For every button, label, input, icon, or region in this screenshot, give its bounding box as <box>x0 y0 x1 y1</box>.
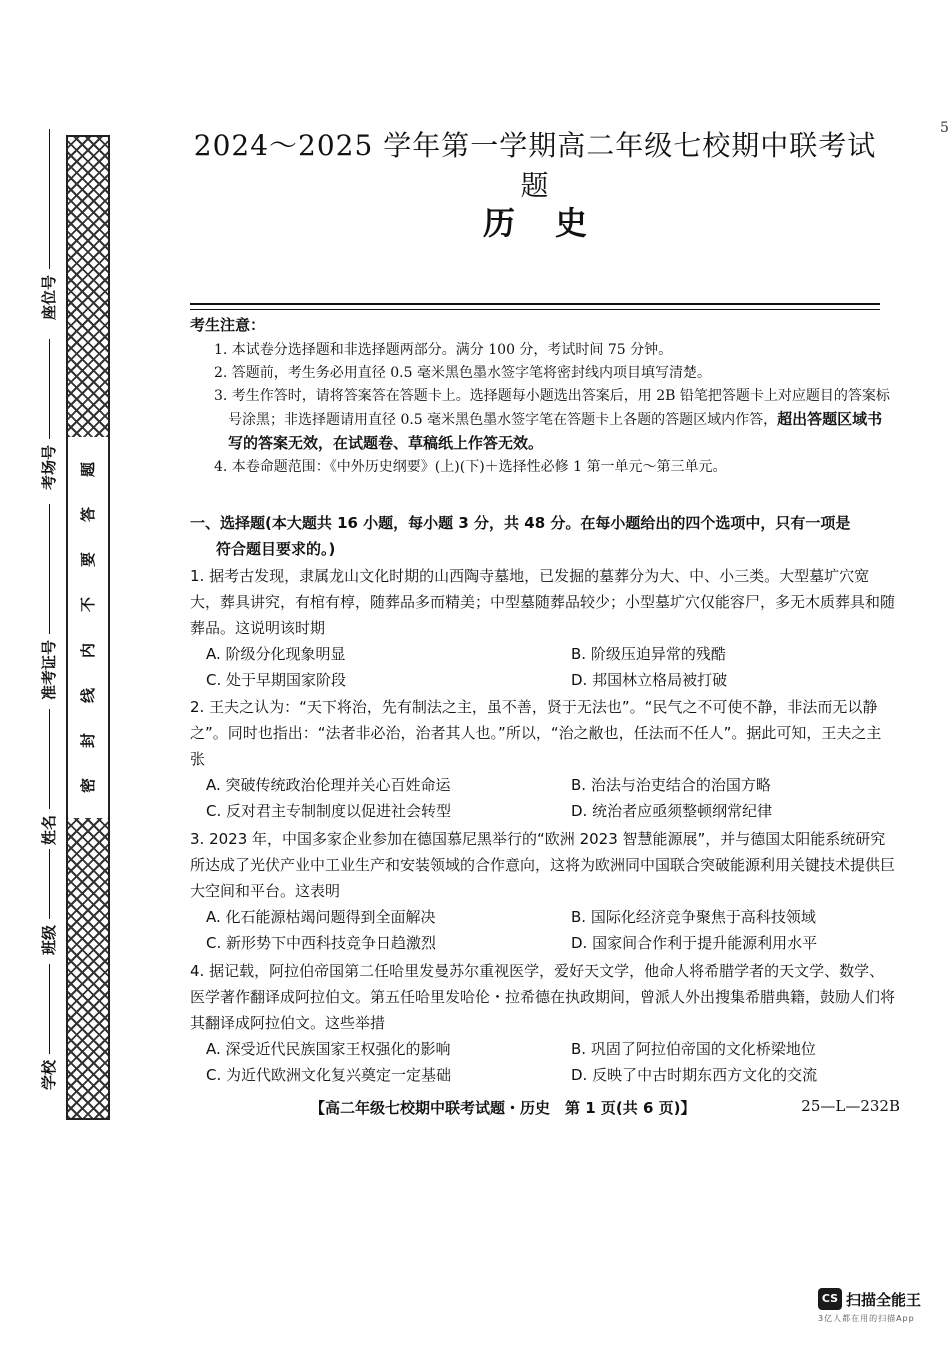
exam-room-label: 考场号 <box>40 444 58 490</box>
student-name-label: 姓名 <box>40 814 58 845</box>
warning-char: 内 <box>79 642 98 658</box>
option-d[interactable]: D. 邦国林立格局被打破 <box>571 671 728 689</box>
option-c[interactable]: C. 处于早期国家阶段 <box>206 671 347 689</box>
seal-warning-column <box>68 437 108 818</box>
warning-char: 不 <box>79 597 98 613</box>
page-corner-mark: 5 <box>940 120 949 136</box>
question-stem: 1. 据考古发现，隶属龙山文化时期的山西陶寺墓地，已发掘的墓葬分为大、中、小三类。大型墓圹穴宽大，葬具讲究，有棺有椁，随葬品多而精美；中型墓随葬品较少；小型墓圹穴仅能容尸，多无木质葬具和随葬品。这说明该时期 <box>190 567 896 637</box>
warning-char: 要 <box>79 552 98 568</box>
class-label: 班级 <box>40 924 58 955</box>
notice-item: 2. 答题前，考生务必用直径 0.5 毫米黑色墨水签字笔将密封线内项目填写清楚。 <box>214 365 711 381</box>
footer-label: 【高二年级七校期中联考试题・历史 第 1 页(共 6 页)】 <box>310 1099 696 1117</box>
decorative-pattern-top <box>68 137 108 437</box>
candidate-notice <box>190 314 890 479</box>
question-stem: 2. 王夫之认为：“天下将治，先有制法之主，虽不善，贤于无法也”。“民气之不可使不静，非法而无以静之”。同时也指出：“法者非必治，治者其人也。”所以，“治之敝也，任法而不任人”。据此可知，王夫之主张 <box>190 698 882 768</box>
ticket-number-field[interactable] <box>38 504 59 700</box>
question-stem: 4. 据记载，阿拉伯帝国第二任哈里发曼苏尔重视医学，爱好天文学，他命人将希腊学者的天文学、数学、医学著作翻译成阿拉伯文。第五任哈里发哈伦・拉希德在执政期间，曾派人外出搜集希腊典籍，鼓励人们将其翻译成阿拉伯文。这些举措 <box>190 962 896 1032</box>
seat-number-label: 座位号 <box>40 274 58 320</box>
page-footer <box>310 1097 900 1118</box>
watermark-app-name: 扫描全能王 <box>846 1290 922 1309</box>
notice-item <box>214 385 890 456</box>
question-2 <box>190 694 895 824</box>
notice-item-emphasis: 超出答题区域书写的答案无效，在试题卷、草稿纸上作答无效。 <box>228 410 883 452</box>
exam-room-field[interactable] <box>38 339 59 490</box>
notice-item: 4. 本卷命题范围：《中外历史纲要》(上)(下)＋选择性必修 1 第一单元～第三单元。 <box>214 459 727 475</box>
subject-title: 历史 <box>482 204 627 242</box>
question-1 <box>190 563 895 693</box>
scanner-watermark <box>818 1288 921 1324</box>
ticket-number-label: 准考证号 <box>40 639 58 700</box>
decorative-pattern-bottom <box>68 818 108 1118</box>
option-c[interactable]: C. 为近代欧洲文化复兴奠定一定基础 <box>206 1066 452 1084</box>
section-heading-line: 一、选择题(本大题共 16 小题，每小题 3 分，共 48 分。在每小题给出的四个选项中，只有一项是 <box>190 514 851 532</box>
option-b[interactable]: B. 国际化经济竞争聚焦于高科技领域 <box>571 908 816 926</box>
binding-strip <box>66 135 110 1120</box>
section-heading <box>190 510 890 562</box>
paper-code: 25—L—232B <box>801 1097 900 1115</box>
school-field[interactable] <box>38 964 59 1090</box>
question-4 <box>190 958 895 1088</box>
header-divider <box>190 303 880 305</box>
option-b[interactable]: B. 治法与治吏结合的治国方略 <box>571 776 771 794</box>
option-a[interactable]: A. 深受近代民族国家王权强化的影响 <box>206 1040 451 1058</box>
question-options <box>190 641 895 693</box>
warning-char: 密 <box>79 777 98 793</box>
class-field[interactable] <box>38 849 59 955</box>
question-options <box>190 772 895 824</box>
question-3 <box>190 826 895 956</box>
question-options <box>190 1036 895 1088</box>
watermark-tagline: 3亿人都在用的扫描App <box>818 1314 915 1323</box>
notice-title: 考生注意： <box>190 316 266 334</box>
option-a[interactable]: A. 化石能源枯竭问题得到全面解决 <box>206 908 436 926</box>
warning-char: 封 <box>79 732 98 748</box>
question-options <box>190 904 895 956</box>
option-d[interactable]: D. 国家间合作利于提升能源利用水平 <box>571 934 818 952</box>
camscanner-logo-icon: CS <box>818 1288 842 1310</box>
question-stem: 3. 2023 年，中国多家企业参加在德国慕尼黑举行的“欧洲 2023 智慧能源展”，并与德国太阳能系统研究所达成了光伏产业中工业生产和安装领域的合作意向，这将为欧洲同中国联合突破能源利用关键技术提供巨大空间和平台。这表明 <box>190 830 896 900</box>
warning-char: 答 <box>79 507 98 523</box>
option-c[interactable]: C. 新形势下中西科技竞争日趋激烈 <box>206 934 437 952</box>
section-heading-line: 符合题目要求的。) <box>216 540 336 558</box>
option-b[interactable]: B. 巩固了阿拉伯帝国的文化桥梁地位 <box>571 1040 816 1058</box>
exam-title: 2024～2025 学年第一学期高二年级七校期中联考试题 <box>193 129 877 202</box>
seat-number-field[interactable] <box>38 129 59 320</box>
option-c[interactable]: C. 反对君主专制制度以促进社会转型 <box>206 802 452 820</box>
warning-char: 线 <box>79 687 98 703</box>
header-divider-thin <box>190 309 880 310</box>
option-d[interactable]: D. 反映了中古时期东西方文化的交流 <box>571 1066 818 1084</box>
option-d[interactable]: D. 统治者应亟须整顿纲常纪律 <box>571 802 773 820</box>
notice-item: 1. 本试卷分选择题和非选择题两部分。满分 100 分，考试时间 75 分钟。 <box>214 342 673 358</box>
option-b[interactable]: B. 阶级压迫异常的残酷 <box>571 645 726 663</box>
notice-item-text: 3. 考生作答时，请将答案答在答题卡上。选择题每小题选出答案后，用 2B 铅笔把答题卡上对应题目的答案标号涂黑；非选择题请用直径 0.5 毫米黑色墨水签字笔在答题卡上各题的答题区域内作答， <box>214 388 890 428</box>
option-a[interactable]: A. 突破传统政治伦理并关心百姓命运 <box>206 776 451 794</box>
school-label: 学校 <box>40 1059 58 1090</box>
warning-char: 题 <box>79 462 98 478</box>
student-name-field[interactable] <box>38 709 59 845</box>
option-a[interactable]: A. 阶级分化现象明显 <box>206 645 346 663</box>
